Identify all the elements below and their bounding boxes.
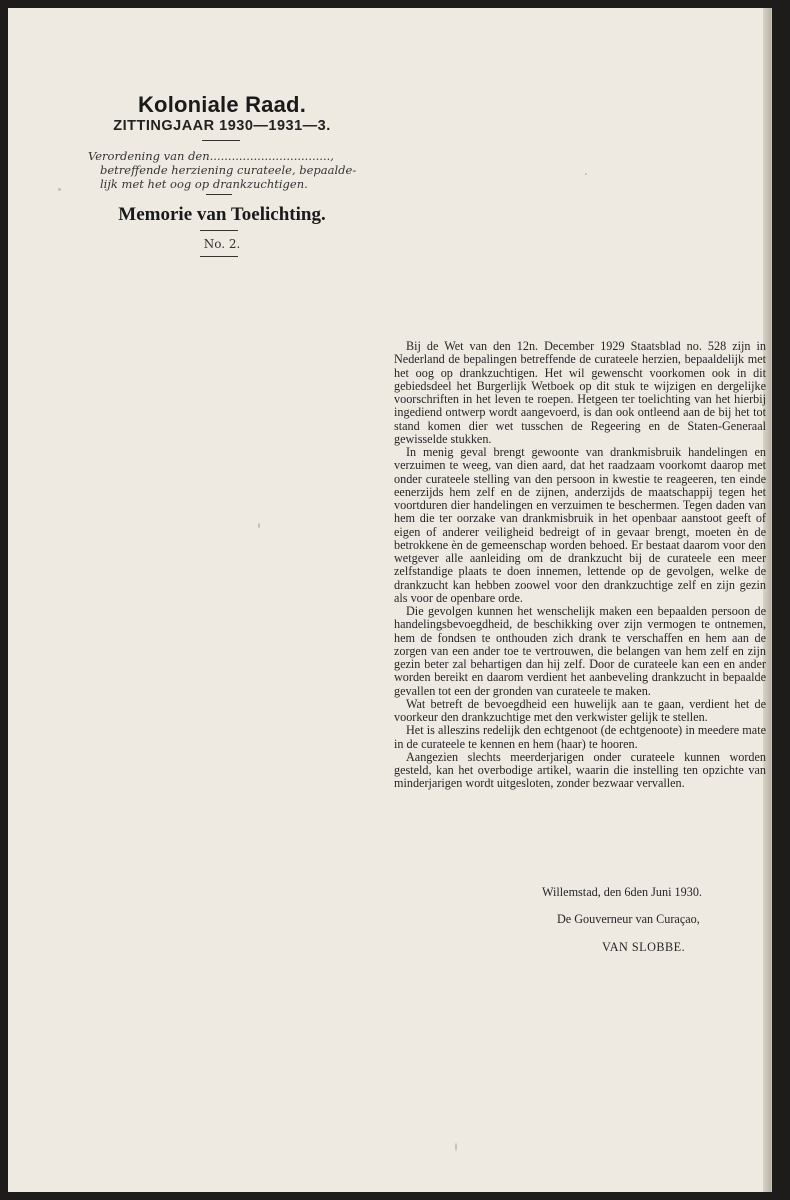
paper-speck — [58, 188, 61, 191]
paper-speck — [585, 173, 587, 175]
governor-title: De Gouverneur van Curaçao, — [557, 912, 700, 926]
document-page — [8, 8, 772, 1192]
memorie-title: Memorie van Toelichting. — [118, 204, 326, 225]
paragraph: Wat betreft de bevoegdheid een huwelijk aan te gaan, verdient het de voorkeur den drankzuchtige met den verkwister gelijk te stellen. — [394, 696, 766, 724]
council-title: Koloniale Raad. — [137, 92, 307, 117]
paper-speck — [258, 523, 260, 528]
divider — [206, 194, 232, 195]
paragraph: Het is alleszins redelijk den echtgenoot (de echtgenoote) in meedere mate in de curateele te kennen en hem (haar) te hooren. — [394, 723, 766, 751]
place-date: Willemstad, den 6den Juni 1930. — [542, 885, 702, 899]
paragraph: Bij de Wet van den 12n. December 1929 Staatsblad no. 528 zijn in Nederland de bepalingen betreffende de curateele herzien, bepaaldelijk met het oog op drankzuchtigen. Het wil gewenscht voorkomen ook in dit gebiedsdeel het Burgerlijk Wetboek op dit stuk te wijzigen en dergelijke voorschriften in het leven te roepen. Hetgeen ter toelichting van het hierbij ingediend ontwerp wordt aangevoerd, is dan ook ontleend aan de bij het tot stand komen dier wet tusschen de Regeering en de Staten-Generaal gewisselde stukken. — [394, 339, 766, 446]
paragraph: Aangezien slechts meerderjarigen onder curateele kunnen worden gesteld, kan het overbodige artikel, waarin die instelling ten opzichte van minderjarigen wordt uitgesloten, zonder bezwaar vervallen. — [394, 749, 766, 791]
paragraph: Die gevolgen kunnen het wenschelijk maken een bepaalden persoon de handelingsbevoegdheid, de beschikking over zijn vermogen te ontnemen, hem de fondsen te onthouden zich drank te verschaffen en hem aan de zorgen van een ander toe te vertrouwen, die belangen van hem zelf en zijn gezin beter zal behartigen dan hij zelf. Door de curateele kan een en ander worden bereikt en daarom verdient het aanbeveling drankzucht in bepaalde gevallen tot een der gronden van curateele te maken. — [394, 604, 766, 698]
session-year: ZITTINGJAAR 1930—1931—3. — [113, 118, 331, 134]
paper-speck — [455, 1143, 457, 1151]
subject-line: betreffende herziening curateele, bepaalde- — [100, 163, 357, 177]
memorie-number: No. 2. — [203, 237, 241, 251]
divider — [200, 230, 238, 231]
ordinance-subject — [88, 149, 357, 191]
paragraph: In menig geval brengt gewoonte van drankmisbruik handelingen en verzuimen te weeg, van dien aard, dat het raadzaam voorkomt daarop met onder curateele stelling van den persoon in kwestie te reageeren, ten einde eenerzijds hem zelf en de zijnen, anderzijds de maatschappij tegen het voortduren dier handelingen en verzuimen te beschermen. Tegen daden van hem die ter oorzake van drankmisbruik in het openbaar aanstoot geeft of eigen of anderer veiligheid bedreigt of in gevaar brengt, moeten èn de betrokkene èn de gemeenschap worden behoed. Er bestaat daarom voor den wetgever alle aanleiding om de drankzucht bij de curateele een meer zelfstandige plaats te doen innemen, lettende op de gevolgen, welke de drankzucht kan hebben zoowel voor den drankzuchtige zelf en zijn gezin als voor de openbare orde. — [394, 445, 766, 605]
divider — [202, 140, 240, 141]
signature: VAN SLOBBE. — [602, 940, 686, 954]
subject-line: Verordening van den................................., — [88, 149, 334, 163]
subject-line: lijk met het oog op drankzuchtigen. — [100, 177, 308, 191]
explanatory-text — [394, 340, 766, 791]
divider — [200, 256, 238, 257]
